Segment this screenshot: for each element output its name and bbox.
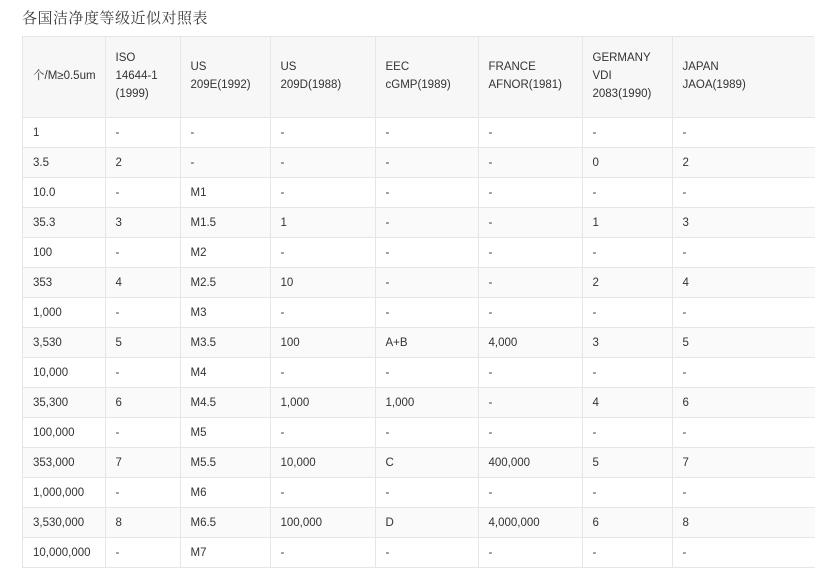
cell-class-value: -	[582, 418, 672, 448]
cell-class-value: -	[478, 418, 582, 448]
cell-class-value: M3.5	[180, 328, 270, 358]
cell-class-value: 100	[270, 328, 375, 358]
column-header-0	[23, 37, 105, 118]
cell-class-value: 6	[582, 508, 672, 538]
cell-class-value: -	[375, 178, 478, 208]
cell-class-value: -	[672, 358, 815, 388]
cell-particle-count: 3.5	[23, 148, 105, 178]
table-row	[23, 448, 815, 478]
cell-class-value: -	[672, 118, 815, 148]
column-header-line: VDI 2083(1990)	[592, 70, 652, 100]
cell-class-value: 2	[105, 148, 180, 178]
column-header-6	[582, 37, 672, 118]
column-header-line: cGMP(1989)	[385, 79, 451, 91]
cell-class-value: -	[270, 298, 375, 328]
column-header-3	[270, 37, 375, 118]
cell-class-value: 10,000	[270, 448, 375, 478]
cell-particle-count: 353	[23, 268, 105, 298]
cell-class-value: 7	[672, 448, 815, 478]
cell-class-value: -	[270, 148, 375, 178]
cell-class-value: -	[375, 538, 478, 568]
table-row	[23, 358, 815, 388]
cell-particle-count: 1,000	[23, 298, 105, 328]
cell-class-value: 1	[270, 208, 375, 238]
cell-class-value: -	[105, 178, 180, 208]
cell-particle-count: 353,000	[23, 448, 105, 478]
table-row	[23, 388, 815, 418]
cell-class-value: D	[375, 508, 478, 538]
cell-class-value: 4,000,000	[478, 508, 582, 538]
cell-class-value: -	[582, 358, 672, 388]
cell-class-value: 6	[105, 388, 180, 418]
cell-class-value: -	[180, 148, 270, 178]
cell-class-value: M2	[180, 238, 270, 268]
column-header-line: 209D(1988)	[280, 79, 342, 91]
cell-particle-count: 100	[23, 238, 105, 268]
table-row	[23, 148, 815, 178]
cell-class-value: A+B	[375, 328, 478, 358]
cell-class-value: -	[672, 298, 815, 328]
cell-class-value: -	[105, 238, 180, 268]
table-row	[23, 118, 815, 148]
cell-class-value: -	[180, 118, 270, 148]
table-row	[23, 508, 815, 538]
cell-particle-count: 10,000	[23, 358, 105, 388]
cell-class-value: -	[478, 208, 582, 238]
cell-class-value: 100,000	[270, 508, 375, 538]
table-row	[23, 298, 815, 328]
column-header-line: 14644-1	[115, 70, 158, 83]
cell-class-value: M4.5	[180, 388, 270, 418]
cell-class-value: 1,000	[375, 388, 478, 418]
cell-class-value: -	[375, 268, 478, 298]
table-row	[23, 178, 815, 208]
column-header-line: (1999)	[115, 87, 149, 100]
cell-class-value: 2	[582, 268, 672, 298]
cell-class-value: -	[375, 478, 478, 508]
column-header-line: EEC	[385, 61, 410, 74]
table-body	[23, 118, 815, 568]
cell-class-value: 8	[672, 508, 815, 538]
cell-class-value: 3	[582, 328, 672, 358]
column-header-4	[375, 37, 478, 118]
column-header-line: 209E(1992)	[190, 79, 251, 91]
cell-particle-count: 3,530,000	[23, 508, 105, 538]
cell-class-value: 8	[105, 508, 180, 538]
column-header-line: US	[280, 61, 297, 74]
cell-class-value: -	[582, 238, 672, 268]
cell-class-value: 5	[672, 328, 815, 358]
cell-class-value: -	[375, 418, 478, 448]
cell-class-value: -	[105, 358, 180, 388]
cell-class-value: M5.5	[180, 448, 270, 478]
table-row	[23, 268, 815, 298]
cell-particle-count: 3,530	[23, 328, 105, 358]
cell-particle-count: 10,000,000	[23, 538, 105, 568]
cell-class-value: M1	[180, 178, 270, 208]
cell-class-value: 4	[672, 268, 815, 298]
cell-class-value: -	[672, 238, 815, 268]
cell-class-value: 5	[582, 448, 672, 478]
cell-class-value: -	[672, 178, 815, 208]
cell-class-value: -	[270, 118, 375, 148]
cell-class-value: -	[582, 538, 672, 568]
cell-class-value: -	[270, 538, 375, 568]
column-header-line: JAPAN	[682, 61, 719, 74]
cell-class-value: -	[375, 358, 478, 388]
cell-class-value: -	[582, 478, 672, 508]
column-header-7	[672, 37, 815, 118]
cell-class-value: -	[478, 178, 582, 208]
cell-class-value: -	[672, 418, 815, 448]
cell-class-value: M6.5	[180, 508, 270, 538]
cell-class-value: -	[270, 478, 375, 508]
table-row	[23, 478, 815, 508]
cell-class-value: -	[478, 478, 582, 508]
cell-class-value: 1	[582, 208, 672, 238]
cell-class-value: -	[478, 118, 582, 148]
cell-class-value: 400,000	[478, 448, 582, 478]
cell-class-value: 4	[105, 268, 180, 298]
cell-class-value: -	[478, 388, 582, 418]
column-header-5	[478, 37, 582, 118]
cell-class-value: -	[270, 178, 375, 208]
column-header-line: 个/M≥0.5um	[33, 70, 96, 83]
column-header-line: ISO	[115, 52, 136, 65]
table-row	[23, 208, 815, 238]
cell-class-value: 1,000	[270, 388, 375, 418]
table-header-row	[23, 37, 815, 118]
cell-particle-count: 35,300	[23, 388, 105, 418]
cell-class-value: 4	[582, 388, 672, 418]
cell-class-value: C	[375, 448, 478, 478]
cell-class-value: 3	[672, 208, 815, 238]
column-header-line: AFNOR(1981)	[488, 79, 562, 91]
cell-class-value: 3	[105, 208, 180, 238]
cell-class-value: M4	[180, 358, 270, 388]
cell-class-value: 4,000	[478, 328, 582, 358]
cell-class-value: M6	[180, 478, 270, 508]
cell-class-value: -	[375, 118, 478, 148]
cell-particle-count: 35.3	[23, 208, 105, 238]
cell-class-value: 2	[672, 148, 815, 178]
cell-class-value: -	[105, 538, 180, 568]
table-row	[23, 328, 815, 358]
cell-class-value: -	[270, 238, 375, 268]
cell-class-value: 0	[582, 148, 672, 178]
cell-class-value: M5	[180, 418, 270, 448]
column-header-1	[105, 37, 180, 118]
cell-class-value: -	[582, 178, 672, 208]
cell-class-value: -	[270, 418, 375, 448]
cell-class-value: -	[672, 538, 815, 568]
cell-class-value: -	[478, 538, 582, 568]
cell-particle-count: 1,000,000	[23, 478, 105, 508]
cell-class-value: -	[105, 418, 180, 448]
cell-class-value: 6	[672, 388, 815, 418]
cell-class-value: -	[375, 238, 478, 268]
cell-class-value: -	[105, 298, 180, 328]
table-row	[23, 238, 815, 268]
cell-class-value: -	[270, 358, 375, 388]
column-header-line: FRANCE	[488, 61, 536, 74]
cell-class-value: -	[478, 298, 582, 328]
table-header	[23, 37, 815, 118]
cell-class-value: -	[672, 478, 815, 508]
column-header-line: US	[190, 61, 207, 74]
column-header-line: JAOA(1989)	[682, 79, 746, 91]
table-row	[23, 538, 815, 568]
cell-particle-count: 100,000	[23, 418, 105, 448]
page-title: 各国洁净度等级近似对照表	[22, 10, 209, 27]
cell-class-value: -	[375, 208, 478, 238]
cell-class-value: -	[105, 118, 180, 148]
cleanroom-class-table-wrapper	[22, 36, 814, 568]
cell-class-value: -	[478, 268, 582, 298]
cell-class-value: 5	[105, 328, 180, 358]
cell-class-value: -	[478, 238, 582, 268]
cell-class-value: -	[375, 148, 478, 178]
column-header-2	[180, 37, 270, 118]
cell-class-value: -	[375, 298, 478, 328]
cell-class-value: -	[105, 478, 180, 508]
cell-particle-count: 1	[23, 118, 105, 148]
table-row	[23, 418, 815, 448]
cell-class-value: M3	[180, 298, 270, 328]
cell-class-value: -	[478, 358, 582, 388]
cell-particle-count: 10.0	[23, 178, 105, 208]
cell-class-value: M1.5	[180, 208, 270, 238]
cell-class-value: -	[582, 118, 672, 148]
cell-class-value: 7	[105, 448, 180, 478]
cell-class-value: M2.5	[180, 268, 270, 298]
column-header-line: GERMANY	[592, 52, 651, 65]
cleanroom-class-table	[23, 37, 815, 568]
cell-class-value: 10	[270, 268, 375, 298]
cell-class-value: -	[478, 148, 582, 178]
cell-class-value: M7	[180, 538, 270, 568]
cell-class-value: -	[582, 298, 672, 328]
